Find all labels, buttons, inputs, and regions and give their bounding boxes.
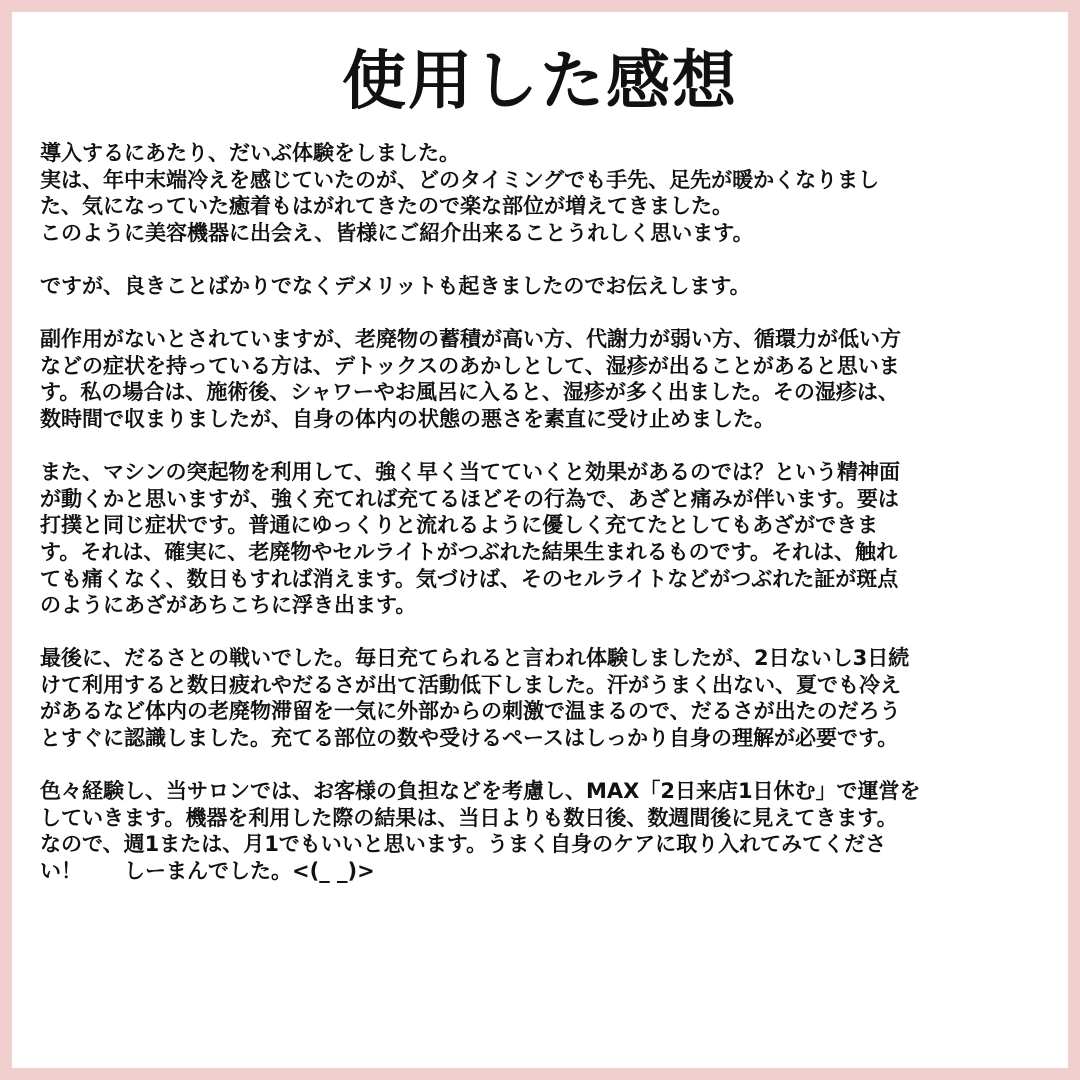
text-line: このように美容機器に出会え、皆様にご紹介出来ることうれしく思います。 bbox=[40, 220, 754, 245]
text-line: していきます。機器を利用した際の結果は、当日よりも数日後、数週間後に見えてきます。 bbox=[40, 805, 898, 830]
page-title: 使用した感想 bbox=[342, 45, 738, 119]
paragraph-1 bbox=[40, 140, 1050, 246]
text-line: があるなど体内の老廃物滞留を一気に外部からの刺激で温まるので、だるさが出たのだろう bbox=[40, 699, 901, 724]
text-line: 打撲と同じ症状です。普通にゆっくりと流れるように優しく充てたとしてもあざができま bbox=[40, 513, 879, 538]
text-line: 実は、年中末端冷えを感じていたのが、どのタイミングでも手先、足先が暖かくなりまし bbox=[40, 167, 880, 192]
text-line: い！ しーまんでした。<(_ _)> bbox=[40, 859, 375, 884]
text-line: などの症状を持っている方は、デトックスのあかしとして、湿疹が出ることがあると思いま bbox=[40, 353, 900, 378]
paragraph-5 bbox=[40, 645, 1050, 751]
paragraph-gap bbox=[40, 752, 1050, 779]
paragraph-4 bbox=[40, 459, 1050, 619]
text-line: す。私の場合は、施術後、シャワーやお風呂に入ると、湿疹が多く出ました。その湿疹は、 bbox=[40, 380, 899, 405]
paragraph-3 bbox=[40, 326, 1050, 432]
paragraph-gap bbox=[40, 246, 1050, 273]
text-line: 色々経験し、当サロンでは、お客様の負担などを考慮し、MAX「2日来店1日休む」で運営を bbox=[40, 779, 921, 804]
text-line: た、気になっていた癒着もはがれてきたので楽な部位が増えてきました。 bbox=[40, 194, 733, 219]
text-line: 副作用がないとされていますが、老廃物の蓄積が高い方、代謝力が弱い方、循環力が低い方 bbox=[40, 327, 901, 352]
content-card bbox=[12, 12, 1068, 1068]
text-line: 導入するにあたり、だいぶ体験をしました。 bbox=[40, 141, 460, 165]
text-line: ですが、良きことばかりでなくデメリットも起きましたのでお伝えします。 bbox=[40, 273, 751, 298]
paragraph-gap bbox=[40, 300, 1050, 327]
text-line: 最後に、だるさとの戦いでした。毎日充てられると言われ体験しましたが、2日ないし3日続 bbox=[40, 646, 910, 671]
text-line: とすぐに認識しました。充てる部位の数や受けるペースはしっかり自身の理解が必要です。 bbox=[40, 726, 899, 751]
text-line: なので、週1または、月1でもいいと思います。うまく自身のケアに取り入れてみてくださ bbox=[40, 832, 887, 857]
text-line: す。それは、確実に、老廃物やセルライトがつぶれた結果生まれるものです。それは、触れ bbox=[40, 539, 898, 564]
article-body bbox=[40, 140, 1050, 885]
text-line: けて利用すると数日疲れやだるさが出て活動低下しました。汗がうまく出ない、夏でも冷え bbox=[40, 672, 901, 697]
text-line: のようにあざがあちこちに浮き出ます。 bbox=[40, 593, 417, 618]
paragraph-2 bbox=[40, 273, 1050, 300]
text-line: 数時間で収まりましたが、自身の体内の状態の悪さを素直に受け止めました。 bbox=[40, 406, 775, 431]
paragraph-gap bbox=[40, 619, 1050, 646]
text-line: が動くかと思いますが、強く充てれば充てるほどその行為で、あざと痛みが伴います。要は bbox=[40, 486, 899, 511]
text-line: また、マシンの突起物を利用して、強く早く当てていくと効果があるのでは？という精神面 bbox=[40, 460, 901, 485]
text-line: ても痛くなく、数日もすれば消えます。気づけば、そのセルライトなどがつぶれた証が斑点 bbox=[40, 566, 899, 591]
paragraph-6 bbox=[40, 778, 1050, 884]
paragraph-gap bbox=[40, 433, 1050, 460]
